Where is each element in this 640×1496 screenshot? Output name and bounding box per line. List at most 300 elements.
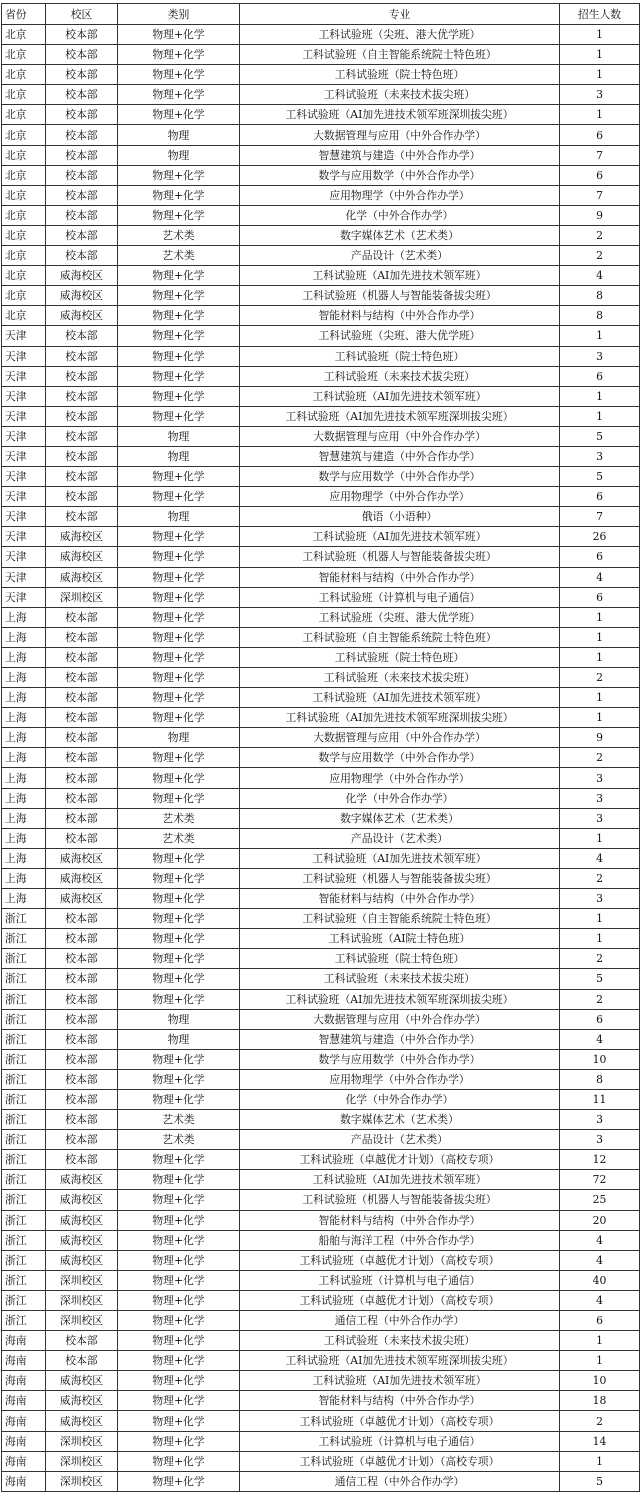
table-row	[2, 828, 640, 848]
table-row	[2, 45, 640, 65]
cell-enrollment-count: 6	[560, 487, 640, 507]
table-row	[2, 708, 640, 728]
cell-province: 海南	[2, 1471, 46, 1491]
cell-category: 物理+化学	[118, 1471, 240, 1491]
cell-enrollment-count: 3	[560, 85, 640, 105]
cell-category: 物理+化学	[118, 1391, 240, 1411]
cell-category: 物理+化学	[118, 889, 240, 909]
cell-province: 海南	[2, 1391, 46, 1411]
cell-category: 物理+化学	[118, 1431, 240, 1451]
table-row	[2, 1049, 640, 1069]
table-row	[2, 225, 640, 245]
cell-campus: 校本部	[46, 246, 118, 266]
cell-major: 工科试验班（机器人与智能装备拔尖班）	[240, 547, 560, 567]
table-row	[2, 1250, 640, 1270]
table-row	[2, 487, 640, 507]
cell-enrollment-count: 2	[560, 989, 640, 1009]
cell-category: 物理+化学	[118, 1371, 240, 1391]
cell-campus: 威海校区	[46, 1210, 118, 1230]
table-row	[2, 1110, 640, 1130]
cell-campus: 深圳校区	[46, 1431, 118, 1451]
cell-province: 北京	[2, 205, 46, 225]
cell-category: 物理	[118, 145, 240, 165]
cell-enrollment-count: 3	[560, 346, 640, 366]
cell-major: 工科试验班（卓越优才计划）（高校专项）	[240, 1250, 560, 1270]
cell-major: 应用物理学（中外合作办学）	[240, 768, 560, 788]
cell-province: 天津	[2, 346, 46, 366]
cell-category: 物理	[118, 1009, 240, 1029]
cell-category: 物理+化学	[118, 205, 240, 225]
header-campus: 校区	[46, 4, 118, 25]
cell-campus: 校本部	[46, 185, 118, 205]
table-row	[2, 1290, 640, 1310]
cell-province: 上海	[2, 708, 46, 728]
cell-province: 北京	[2, 125, 46, 145]
cell-province: 上海	[2, 748, 46, 768]
table-row	[2, 1069, 640, 1089]
cell-category: 艺术类	[118, 225, 240, 245]
cell-enrollment-count: 18	[560, 1391, 640, 1411]
cell-province: 北京	[2, 286, 46, 306]
cell-province: 浙江	[2, 1069, 46, 1089]
cell-province: 上海	[2, 668, 46, 688]
header-province: 省份	[2, 4, 46, 25]
cell-category: 物理+化学	[118, 1270, 240, 1290]
cell-campus: 威海校区	[46, 266, 118, 286]
cell-enrollment-count: 1	[560, 105, 640, 125]
cell-enrollment-count: 9	[560, 728, 640, 748]
table-row	[2, 406, 640, 426]
header-enrollment-count: 招生人数	[560, 4, 640, 25]
cell-province: 北京	[2, 225, 46, 245]
cell-province: 北京	[2, 85, 46, 105]
cell-major: 工科试验班（计算机与电子通信）	[240, 1431, 560, 1451]
cell-province: 上海	[2, 607, 46, 627]
table-row	[2, 688, 640, 708]
cell-category: 艺术类	[118, 1130, 240, 1150]
cell-enrollment-count: 7	[560, 507, 640, 527]
cell-campus: 校本部	[46, 487, 118, 507]
cell-category: 物理+化学	[118, 1250, 240, 1270]
table-row	[2, 748, 640, 768]
table-row	[2, 366, 640, 386]
cell-province: 浙江	[2, 1230, 46, 1250]
cell-major: 工科试验班（机器人与智能装备拔尖班）	[240, 1190, 560, 1210]
cell-category: 物理	[118, 507, 240, 527]
table-row	[2, 205, 640, 225]
cell-category: 物理+化学	[118, 1170, 240, 1190]
cell-category: 物理+化学	[118, 406, 240, 426]
cell-enrollment-count: 1	[560, 45, 640, 65]
cell-major: 工科试验班（AI加先进技术领军班）	[240, 527, 560, 547]
cell-enrollment-count: 14	[560, 1431, 640, 1451]
cell-province: 浙江	[2, 1029, 46, 1049]
cell-enrollment-count: 6	[560, 1311, 640, 1331]
cell-major: 船舶与海洋工程（中外合作办学）	[240, 1230, 560, 1250]
cell-major: 工科试验班（AI加先进技术领军班）	[240, 386, 560, 406]
table-row	[2, 808, 640, 828]
table-row	[2, 607, 640, 627]
cell-major: 工科试验班（AI加先进技术领军班）	[240, 266, 560, 286]
cell-major: 大数据管理与应用（中外合作办学）	[240, 426, 560, 446]
cell-category: 物理+化学	[118, 989, 240, 1009]
cell-campus: 校本部	[46, 105, 118, 125]
cell-province: 天津	[2, 386, 46, 406]
cell-campus: 校本部	[46, 125, 118, 145]
cell-major: 智能材料与结构（中外合作办学）	[240, 306, 560, 326]
cell-province: 天津	[2, 366, 46, 386]
cell-province: 天津	[2, 467, 46, 487]
cell-enrollment-count: 1	[560, 929, 640, 949]
cell-campus: 威海校区	[46, 889, 118, 909]
cell-enrollment-count: 1	[560, 326, 640, 346]
cell-category: 物理+化学	[118, 45, 240, 65]
cell-category: 艺术类	[118, 246, 240, 266]
cell-enrollment-count: 5	[560, 969, 640, 989]
cell-campus: 校本部	[46, 507, 118, 527]
cell-major: 工科试验班（AI加先进技术领军班深圳拔尖班）	[240, 989, 560, 1009]
cell-province: 海南	[2, 1431, 46, 1451]
cell-campus: 威海校区	[46, 1170, 118, 1190]
cell-enrollment-count: 40	[560, 1270, 640, 1290]
cell-enrollment-count: 1	[560, 909, 640, 929]
cell-major: 工科试验班（未来技术拔尖班）	[240, 969, 560, 989]
cell-enrollment-count: 3	[560, 768, 640, 788]
cell-province: 北京	[2, 145, 46, 165]
cell-campus: 校本部	[46, 426, 118, 446]
cell-major: 工科试验班（AI加先进技术领军班）	[240, 848, 560, 868]
cell-major: 产品设计（艺术类）	[240, 1130, 560, 1150]
cell-province: 浙江	[2, 929, 46, 949]
cell-enrollment-count: 3	[560, 889, 640, 909]
cell-category: 物理+化学	[118, 949, 240, 969]
cell-province: 北京	[2, 105, 46, 125]
cell-major: 工科试验班（卓越优才计划）（高校专项）	[240, 1451, 560, 1471]
table-row	[2, 889, 640, 909]
cell-major: 工科试验班（卓越优才计划）（高校专项）	[240, 1290, 560, 1310]
cell-major: 俄语（小语种）	[240, 507, 560, 527]
cell-major: 应用物理学（中外合作办学）	[240, 185, 560, 205]
cell-province: 浙江	[2, 949, 46, 969]
cell-category: 物理+化学	[118, 567, 240, 587]
cell-province: 北京	[2, 266, 46, 286]
cell-major: 智慧建筑与建造（中外合作办学）	[240, 1029, 560, 1049]
cell-enrollment-count: 20	[560, 1210, 640, 1230]
cell-province: 浙江	[2, 969, 46, 989]
enrollment-table-container	[1, 3, 639, 1492]
cell-enrollment-count: 1	[560, 627, 640, 647]
cell-enrollment-count: 1	[560, 647, 640, 667]
cell-province: 上海	[2, 889, 46, 909]
cell-enrollment-count: 11	[560, 1089, 640, 1109]
table-row	[2, 728, 640, 748]
header-major: 专业	[240, 4, 560, 25]
cell-category: 物理+化学	[118, 868, 240, 888]
cell-province: 天津	[2, 446, 46, 466]
cell-category: 物理+化学	[118, 909, 240, 929]
cell-enrollment-count: 4	[560, 1029, 640, 1049]
cell-category: 物理+化学	[118, 547, 240, 567]
table-row	[2, 85, 640, 105]
cell-province: 上海	[2, 627, 46, 647]
cell-major: 工科试验班（自主智能系统院士特色班）	[240, 627, 560, 647]
cell-category: 物理+化学	[118, 748, 240, 768]
cell-category: 物理+化学	[118, 768, 240, 788]
cell-province: 北京	[2, 185, 46, 205]
cell-enrollment-count: 3	[560, 788, 640, 808]
cell-category: 物理	[118, 446, 240, 466]
cell-category: 物理+化学	[118, 1230, 240, 1250]
cell-category: 物理+化学	[118, 1089, 240, 1109]
cell-category: 物理	[118, 728, 240, 748]
cell-major: 智能材料与结构（中外合作办学）	[240, 1210, 560, 1230]
cell-enrollment-count: 1	[560, 386, 640, 406]
cell-enrollment-count: 3	[560, 808, 640, 828]
cell-campus: 校本部	[46, 728, 118, 748]
table-body	[2, 25, 640, 1492]
cell-enrollment-count: 4	[560, 848, 640, 868]
cell-category: 物理+化学	[118, 1411, 240, 1431]
cell-enrollment-count: 4	[560, 1290, 640, 1310]
cell-category: 物理+化学	[118, 1351, 240, 1371]
cell-province: 北京	[2, 165, 46, 185]
cell-campus: 威海校区	[46, 286, 118, 306]
table-row	[2, 1351, 640, 1371]
cell-major: 工科试验班（院士特色班）	[240, 346, 560, 366]
cell-campus: 校本部	[46, 1029, 118, 1049]
cell-enrollment-count: 7	[560, 145, 640, 165]
cell-major: 智能材料与结构（中外合作办学）	[240, 1391, 560, 1411]
cell-campus: 校本部	[46, 1331, 118, 1351]
cell-category: 物理+化学	[118, 1049, 240, 1069]
cell-province: 天津	[2, 426, 46, 446]
cell-major: 大数据管理与应用（中外合作办学）	[240, 1009, 560, 1029]
cell-campus: 深圳校区	[46, 1471, 118, 1491]
cell-province: 北京	[2, 65, 46, 85]
cell-enrollment-count: 1	[560, 406, 640, 426]
cell-enrollment-count: 4	[560, 1230, 640, 1250]
cell-category: 物理+化学	[118, 587, 240, 607]
cell-campus: 威海校区	[46, 1391, 118, 1411]
cell-major: 智能材料与结构（中外合作办学）	[240, 889, 560, 909]
cell-major: 数字媒体艺术（艺术类）	[240, 808, 560, 828]
cell-province: 浙江	[2, 909, 46, 929]
cell-major: 工科试验班（AI加先进技术领军班）	[240, 1371, 560, 1391]
cell-campus: 校本部	[46, 45, 118, 65]
cell-province: 浙江	[2, 1170, 46, 1190]
cell-campus: 深圳校区	[46, 587, 118, 607]
cell-major: 智慧建筑与建造（中外合作办学）	[240, 446, 560, 466]
cell-major: 工科试验班（AI加先进技术领军班深圳拔尖班）	[240, 105, 560, 125]
table-row	[2, 426, 640, 446]
cell-enrollment-count: 2	[560, 949, 640, 969]
cell-enrollment-count: 2	[560, 1411, 640, 1431]
cell-province: 上海	[2, 728, 46, 748]
table-row	[2, 165, 640, 185]
cell-major: 工科试验班（AI加先进技术领军班）	[240, 688, 560, 708]
cell-major: 化学（中外合作办学）	[240, 205, 560, 225]
cell-province: 浙江	[2, 1110, 46, 1130]
table-row	[2, 1009, 640, 1029]
cell-major: 应用物理学（中外合作办学）	[240, 1069, 560, 1089]
enrollment-table	[1, 3, 640, 1492]
cell-category: 物理+化学	[118, 929, 240, 949]
cell-major: 工科试验班（尖班、港大优学班）	[240, 607, 560, 627]
cell-campus: 校本部	[46, 788, 118, 808]
cell-category: 物理+化学	[118, 85, 240, 105]
cell-enrollment-count: 4	[560, 1250, 640, 1270]
cell-province: 天津	[2, 326, 46, 346]
cell-enrollment-count: 5	[560, 1471, 640, 1491]
cell-province: 浙江	[2, 1270, 46, 1290]
cell-category: 物理+化学	[118, 668, 240, 688]
cell-campus: 校本部	[46, 205, 118, 225]
cell-campus: 威海校区	[46, 527, 118, 547]
table-row	[2, 1089, 640, 1109]
cell-major: 工科试验班（机器人与智能装备拔尖班）	[240, 286, 560, 306]
table-row	[2, 647, 640, 667]
cell-campus: 威海校区	[46, 547, 118, 567]
cell-enrollment-count: 12	[560, 1150, 640, 1170]
cell-province: 天津	[2, 507, 46, 527]
cell-campus: 校本部	[46, 366, 118, 386]
cell-category: 物理+化学	[118, 607, 240, 627]
cell-major: 工科试验班（自主智能系统院士特色班）	[240, 909, 560, 929]
cell-major: 工科试验班（未来技术拔尖班）	[240, 668, 560, 688]
cell-enrollment-count: 6	[560, 165, 640, 185]
table-row	[2, 567, 640, 587]
table-row	[2, 1371, 640, 1391]
table-row	[2, 627, 640, 647]
table-row	[2, 507, 640, 527]
cell-major: 工科试验班（自主智能系统院士特色班）	[240, 45, 560, 65]
table-row	[2, 929, 640, 949]
cell-campus: 威海校区	[46, 1371, 118, 1391]
cell-category: 物理+化学	[118, 105, 240, 125]
cell-province: 海南	[2, 1411, 46, 1431]
cell-province: 上海	[2, 808, 46, 828]
cell-major: 工科试验班（机器人与智能装备拔尖班）	[240, 868, 560, 888]
cell-enrollment-count: 1	[560, 1451, 640, 1471]
table-row	[2, 145, 640, 165]
cell-province: 浙江	[2, 989, 46, 1009]
cell-major: 数学与应用数学（中外合作办学）	[240, 467, 560, 487]
cell-campus: 校本部	[46, 1150, 118, 1170]
cell-category: 物理+化学	[118, 1311, 240, 1331]
cell-category: 物理	[118, 125, 240, 145]
cell-category: 物理+化学	[118, 65, 240, 85]
cell-enrollment-count: 6	[560, 547, 640, 567]
table-row	[2, 547, 640, 567]
cell-enrollment-count: 1	[560, 25, 640, 45]
cell-category: 物理+化学	[118, 527, 240, 547]
table-row	[2, 1451, 640, 1471]
cell-major: 工科试验班（AI院士特色班）	[240, 929, 560, 949]
cell-category: 艺术类	[118, 828, 240, 848]
cell-campus: 威海校区	[46, 868, 118, 888]
cell-province: 浙江	[2, 1250, 46, 1270]
cell-province: 天津	[2, 406, 46, 426]
table-row	[2, 587, 640, 607]
cell-category: 物理+化学	[118, 1290, 240, 1310]
cell-enrollment-count: 1	[560, 828, 640, 848]
cell-category: 物理+化学	[118, 788, 240, 808]
table-row	[2, 1130, 640, 1150]
cell-major: 工科试验班（未来技术拔尖班）	[240, 1331, 560, 1351]
table-row	[2, 446, 640, 466]
table-row	[2, 266, 640, 286]
cell-enrollment-count: 25	[560, 1190, 640, 1210]
cell-major: 大数据管理与应用（中外合作办学）	[240, 728, 560, 748]
cell-category: 物理+化学	[118, 266, 240, 286]
cell-campus: 校本部	[46, 1049, 118, 1069]
cell-campus: 校本部	[46, 647, 118, 667]
cell-campus: 校本部	[46, 1069, 118, 1089]
cell-province: 海南	[2, 1371, 46, 1391]
cell-province: 天津	[2, 567, 46, 587]
table-row	[2, 1230, 640, 1250]
cell-major: 产品设计（艺术类）	[240, 828, 560, 848]
cell-category: 物理+化学	[118, 185, 240, 205]
table-header-row	[2, 4, 640, 25]
cell-major: 工科试验班（卓越优才计划）（高校专项）	[240, 1411, 560, 1431]
table-row	[2, 1411, 640, 1431]
table-row	[2, 1391, 640, 1411]
cell-major: 大数据管理与应用（中外合作办学）	[240, 125, 560, 145]
table-row	[2, 346, 640, 366]
table-row	[2, 326, 640, 346]
cell-category: 物理+化学	[118, 1150, 240, 1170]
cell-province: 浙江	[2, 1290, 46, 1310]
cell-campus: 校本部	[46, 326, 118, 346]
cell-enrollment-count: 7	[560, 185, 640, 205]
table-row	[2, 386, 640, 406]
cell-province: 上海	[2, 848, 46, 868]
cell-province: 浙江	[2, 1190, 46, 1210]
cell-enrollment-count: 26	[560, 527, 640, 547]
cell-major: 工科试验班（AI加先进技术领军班深圳拔尖班）	[240, 1351, 560, 1371]
cell-enrollment-count: 5	[560, 467, 640, 487]
cell-campus: 校本部	[46, 406, 118, 426]
cell-province: 浙江	[2, 1311, 46, 1331]
table-row	[2, 25, 640, 45]
table-row	[2, 306, 640, 326]
cell-enrollment-count: 8	[560, 306, 640, 326]
cell-category: 物理+化学	[118, 708, 240, 728]
cell-category: 物理+化学	[118, 366, 240, 386]
table-row	[2, 185, 640, 205]
cell-category: 物理+化学	[118, 1069, 240, 1089]
cell-category: 物理+化学	[118, 1451, 240, 1471]
cell-province: 海南	[2, 1451, 46, 1471]
cell-major: 工科试验班（计算机与电子通信）	[240, 587, 560, 607]
cell-enrollment-count: 6	[560, 366, 640, 386]
cell-major: 化学（中外合作办学）	[240, 788, 560, 808]
cell-province: 浙江	[2, 1130, 46, 1150]
cell-major: 数字媒体艺术（艺术类）	[240, 1110, 560, 1130]
table-row	[2, 125, 640, 145]
cell-campus: 校本部	[46, 1130, 118, 1150]
table-row	[2, 1311, 640, 1331]
cell-campus: 校本部	[46, 145, 118, 165]
cell-province: 天津	[2, 487, 46, 507]
cell-campus: 校本部	[46, 1089, 118, 1109]
cell-province: 北京	[2, 45, 46, 65]
cell-campus: 校本部	[46, 25, 118, 45]
cell-province: 北京	[2, 246, 46, 266]
cell-enrollment-count: 2	[560, 668, 640, 688]
cell-province: 浙江	[2, 1009, 46, 1029]
